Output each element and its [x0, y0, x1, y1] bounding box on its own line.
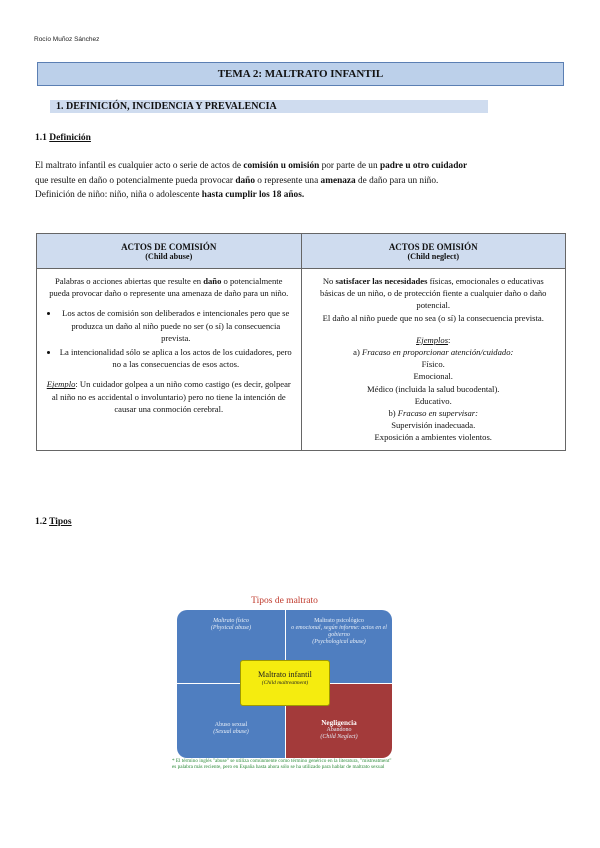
text-run: por parte de un — [319, 161, 380, 171]
text-run: No — [322, 276, 336, 286]
page-title: TEMA 2: MALTRATO INFANTIL — [37, 62, 564, 86]
quadrant-title: Abuso sexual — [214, 722, 248, 728]
examples-a-heading — [310, 346, 558, 358]
text-run: a) — [353, 347, 362, 358]
text-run: El maltrato infantil es cualquier acto o serie de actos de — [35, 161, 244, 171]
subsection-number: 1.2 — [35, 517, 47, 527]
subsection-heading-definicion — [35, 133, 91, 143]
text-run: : — [448, 334, 451, 345]
quadrant-title: Maltrato físico — [213, 618, 249, 624]
cell-paragraph: El daño al niño puede que no sea (o sí) la consecuencia prevista. — [322, 312, 544, 323]
author-name: Rocío Muñoz Sánchez — [34, 36, 100, 43]
quadrant-subtitle: o emocional, según informe: actos en el gobierno — [291, 625, 387, 638]
text-run: o represente una — [254, 175, 321, 186]
diagram-footnote: * El término inglés "abuse" se utiliza comúnmente como término genérico en la literatura, "mistreatment" es palabra más reciente, pero en España hasta ahora sólo se ha utilizado para hablar de maltrato sexual — [172, 758, 392, 771]
list-item: Educativo. — [414, 395, 452, 406]
center-maltrato-infantil — [240, 660, 330, 706]
example-text: : Un cuidador golpea a un niño como castigo (es decir, golpear al niño no es accidental o involuntario) pero no tiene la intención de causar una conmoción cerebral. — [51, 379, 291, 414]
section-heading: 1. DEFINICIÓN, INCIDENCIA Y PREVALENCIA — [50, 100, 488, 113]
examples-b-heading — [310, 407, 558, 419]
acts-table — [36, 233, 566, 451]
quadrant-subtitle: (Sexual abuse) — [213, 729, 249, 735]
text-run: que resulte en daño o potencialmente pueda provocar — [35, 175, 236, 186]
maltrato-types-diagram — [172, 596, 397, 792]
text-bold: satisfacer las necesidades — [335, 276, 428, 286]
examples-label: Ejemplos — [416, 334, 449, 345]
quadrant-title: Negligencia — [321, 719, 357, 727]
diagram-title: Tipos de maltrato — [251, 596, 318, 606]
header-title: ACTOS DE OMISIÓN — [388, 241, 478, 252]
text-run: físicas, emocionales o educativas básicas de un niño, o de protección fiente a cualquier daño o daño potencial. — [320, 276, 547, 311]
quadrant-subtitle: (Child Neglect) — [320, 734, 358, 740]
cell-paragraph — [310, 275, 558, 312]
header-title: ACTOS DE COMISIÓN — [121, 241, 217, 252]
text-italic: Fracaso en proporcionar atención/cuidado: — [361, 347, 514, 358]
subsection-heading-tipos — [35, 517, 72, 527]
header-subtitle: (Child neglect) — [407, 251, 460, 261]
text-run: o potencialmente pueda provocar daño o represente una amenaza de daño para un niño. — [49, 276, 289, 299]
bullet-list — [45, 307, 293, 370]
list-item: • La intencionalidad sólo se aplica a los actos de los cuidadores, pero no a las consecuencias de esos actos. — [59, 346, 293, 370]
table-cell-omision — [301, 269, 566, 451]
diagram-grid — [177, 610, 392, 758]
definition-paragraph — [35, 159, 565, 203]
cell-paragraph — [45, 275, 293, 299]
table-cell-comision — [37, 269, 302, 451]
center-title: Maltrato infantil — [258, 670, 312, 679]
list-item: • Los actos de comisión son deliberados e intencionales pero que se produzca un daño al niño puede no ser (o sí) la consecuencia prevista. — [59, 307, 293, 344]
cell-example — [45, 378, 293, 415]
text-bold: comisión u omisión — [243, 161, 320, 171]
table-header-comision — [37, 234, 302, 269]
quadrant-subtitle: Abandono — [326, 727, 352, 733]
quadrant-subtitle: (Physical abuse) — [210, 625, 252, 631]
text-run: Definición de niño: niño, niña o adolescente — [35, 190, 202, 201]
subsection-label: Definición — [49, 133, 91, 143]
quadrant-title: Maltrato psicológico — [314, 618, 364, 624]
text-bold: padre u otro cuidador — [379, 161, 468, 171]
example-label: Ejemplo — [46, 379, 76, 390]
list-item: Físico. — [421, 359, 445, 370]
text-run: Palabras o acciones abiertas que resulte en — [55, 276, 204, 286]
text-bold: daño — [235, 175, 255, 186]
text-bold: hasta cumplir los 18 años. — [201, 190, 305, 201]
text-run: de daño para un niño. — [355, 175, 439, 186]
list-item: Supervisión inadecuada. — [391, 420, 476, 431]
center-subtitle: (Child maltreatment) — [261, 680, 309, 686]
text-bold: daño — [203, 276, 222, 286]
header-subtitle: (Child abuse) — [145, 251, 193, 261]
examples-heading — [310, 334, 558, 346]
text-bold: amenaza — [320, 175, 356, 186]
list-item: Médico (incluida la salud bucodental). — [367, 383, 500, 394]
subsection-label: Tipos — [49, 517, 72, 527]
list-item: Exposición a ambientes violentos. — [374, 432, 492, 443]
list-item: Emocional. — [413, 371, 453, 382]
text-run: b) — [388, 408, 398, 419]
subsection-number: 1.1 — [35, 133, 47, 143]
text-italic: Fracaso en supervisar: — [397, 408, 478, 419]
quadrant-subtitle: (Psychological abuse) — [312, 639, 366, 645]
table-header-omision — [301, 234, 566, 269]
